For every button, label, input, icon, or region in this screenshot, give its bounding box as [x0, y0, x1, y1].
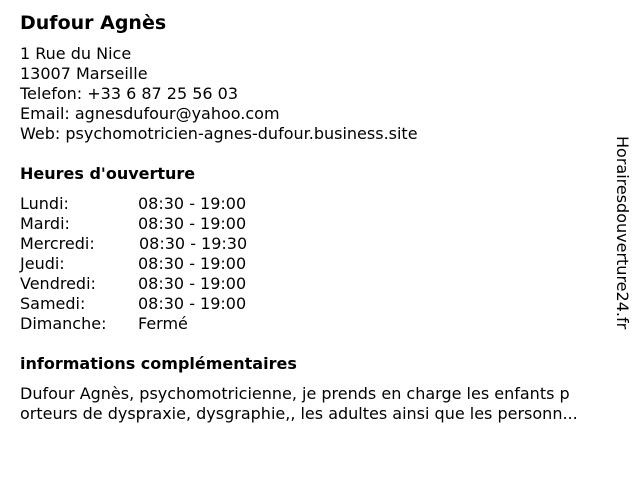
address-street: 1 Rue du Nice — [20, 44, 132, 63]
hours-row-sunday — [20, 314, 320, 334]
website-link[interactable]: Web: psychomotricien-agnes-dufour.business.site — [20, 124, 418, 143]
contact-block — [20, 44, 418, 144]
hours-heading: Heures d'ouverture — [20, 164, 196, 183]
hours-row-wednesday — [20, 234, 320, 254]
hours-row-tuesday — [20, 214, 320, 234]
info-heading: informations complémentaires — [20, 354, 297, 373]
time-range: 08:30 - 19:00 — [138, 214, 247, 233]
time-range: 08:30 - 19:00 — [138, 194, 247, 213]
time-range: Fermé — [138, 314, 188, 333]
address-city: 13007 Marseille — [20, 64, 148, 83]
hours-row-monday — [20, 194, 320, 214]
time-range: 08:30 - 19:30 — [139, 234, 248, 253]
day-label: Lundi: — [20, 194, 69, 213]
description-line-2: orteurs de dyspraxie, dysgraphie,, les adultes ainsi que les personn... — [20, 404, 578, 423]
phone-number[interactable]: Telefon: +33 6 87 25 56 03 — [20, 84, 239, 103]
description-line-1: Dufour Agnès, psychomotricienne, je prends en charge les enfants p — [20, 384, 570, 403]
day-label: Mardi: — [20, 214, 70, 233]
business-name: Dufour Agnès — [20, 12, 167, 34]
day-label: Jeudi: — [20, 254, 65, 273]
time-range: 08:30 - 19:00 — [138, 254, 247, 273]
opening-hours-table — [20, 194, 320, 334]
site-watermark: Horairesdouverture24.fr — [613, 136, 632, 330]
day-label: Dimanche: — [20, 314, 107, 333]
description-text — [20, 384, 630, 424]
day-label: Vendredi: — [20, 274, 96, 293]
time-range: 08:30 - 19:00 — [138, 294, 247, 313]
email-address[interactable]: Email: agnesdufour@yahoo.com — [20, 104, 280, 123]
day-label: Mercredi: — [20, 234, 95, 253]
day-label: Samedi: — [20, 294, 86, 313]
hours-row-friday — [20, 274, 320, 294]
hours-row-saturday — [20, 294, 320, 314]
time-range: 08:30 - 19:00 — [138, 274, 247, 293]
hours-row-thursday — [20, 254, 320, 274]
